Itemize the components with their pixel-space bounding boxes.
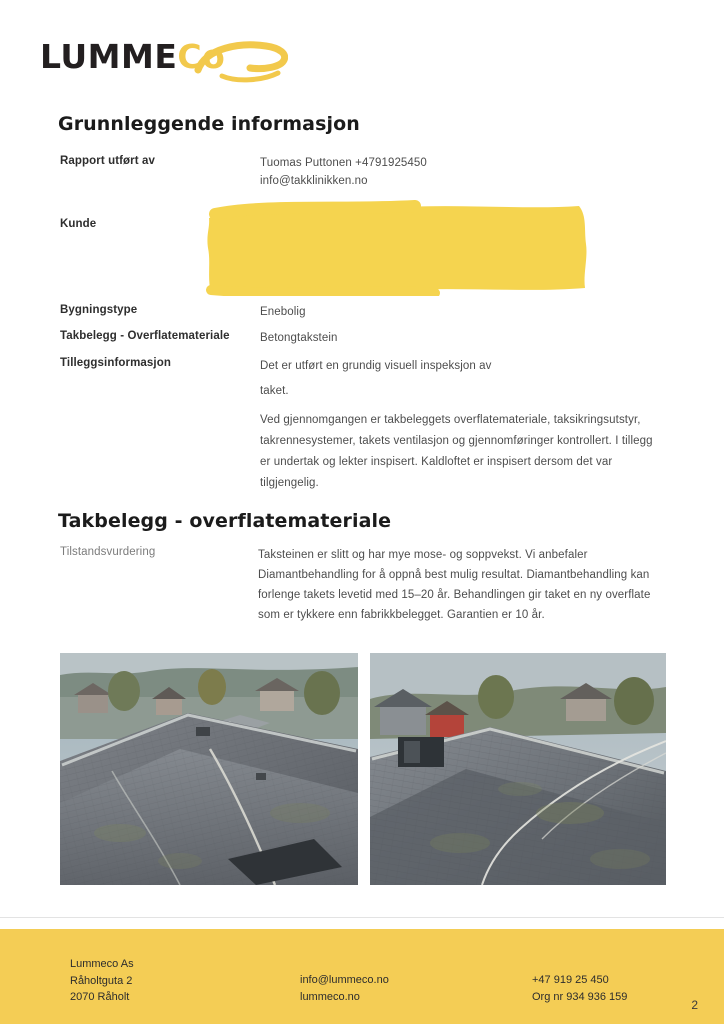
field-label-condition-assessment: Tilstandsvurdering xyxy=(60,546,156,558)
roof-photo-left xyxy=(60,653,358,885)
field-value-report-author-line1: Tuomas Puttonen +4791925450 xyxy=(260,157,427,169)
footer-address-line1: Råholtguta 2 xyxy=(70,974,133,987)
field-label-roof-covering-material: Takbelegg - Overflatemateriale xyxy=(60,330,230,342)
field-label-building-type: Bygningstype xyxy=(60,304,138,316)
logo-wordmark-accent: Co xyxy=(177,37,226,76)
field-value-condition-assessment: Taksteinen er slitt og har mye mose- og soppvekst. Vi anbefaler Diamantbehandling for å oppnå best mulig resultat. Diamantbehandling kan forlenge takets levetid med 15–20 år. Behandlingen gir taket en ny overflate som er tykkere enn fabrikkbelegget. Garantien er 10 år. xyxy=(258,549,651,621)
footer-email[interactable]: info@lummeco.no xyxy=(300,974,389,986)
field-value-additional-info-paragraph: Ved gjennomgangen er takbeleggets overflatemateriale, taksikringsutstyr, takrennesystemer, takets ventilasjon og gjennomføringer kontrollert. I tillegg er undertak og lekter inspisert. Kaldloftet er inspisert dersom det var tilgjengelig. xyxy=(260,414,653,489)
brush-swoosh-icon xyxy=(192,40,288,84)
field-value-report-author-line2: info@takklinikken.no xyxy=(260,175,368,187)
footer-contact-block xyxy=(300,972,480,1005)
field-label-additional-info: Tilleggsinformasjon xyxy=(60,357,171,369)
field-label-report-author: Rapport utført av xyxy=(60,155,155,167)
redaction-highlight xyxy=(205,200,590,296)
footer-company-name: Lummeco As xyxy=(70,958,134,970)
logo-wordmark-main: LUMME xyxy=(40,37,178,76)
field-value-additional-info-line2: taket. xyxy=(260,385,289,397)
section-heading-roof-covering: Takbelegg - overflatemateriale xyxy=(58,510,392,532)
company-logo xyxy=(40,28,270,86)
field-value-building-type: Enebolig xyxy=(260,306,306,318)
field-value-additional-info-line1: Det er utført en grundig visuell inspeksjon av xyxy=(260,360,492,372)
footer-phone: +47 919 25 450 xyxy=(532,974,609,986)
roof-photo-right xyxy=(370,653,666,885)
footer-website[interactable]: lummeco.no xyxy=(300,990,360,1003)
section-heading-basic-info: Grunnleggende informasjon xyxy=(58,113,360,135)
page-number: 2 xyxy=(691,998,698,1012)
field-value-roof-covering-material: Betongtakstein xyxy=(260,332,338,344)
footer-address-line2: 2070 Råholt xyxy=(70,991,130,1003)
footer-company-block xyxy=(70,956,240,1006)
footer-divider xyxy=(0,917,724,918)
page-footer xyxy=(0,929,724,1024)
field-label-customer: Kunde xyxy=(60,218,97,230)
footer-org-nr: Org nr 934 936 159 xyxy=(532,990,628,1003)
footer-legal-block xyxy=(532,972,702,1005)
